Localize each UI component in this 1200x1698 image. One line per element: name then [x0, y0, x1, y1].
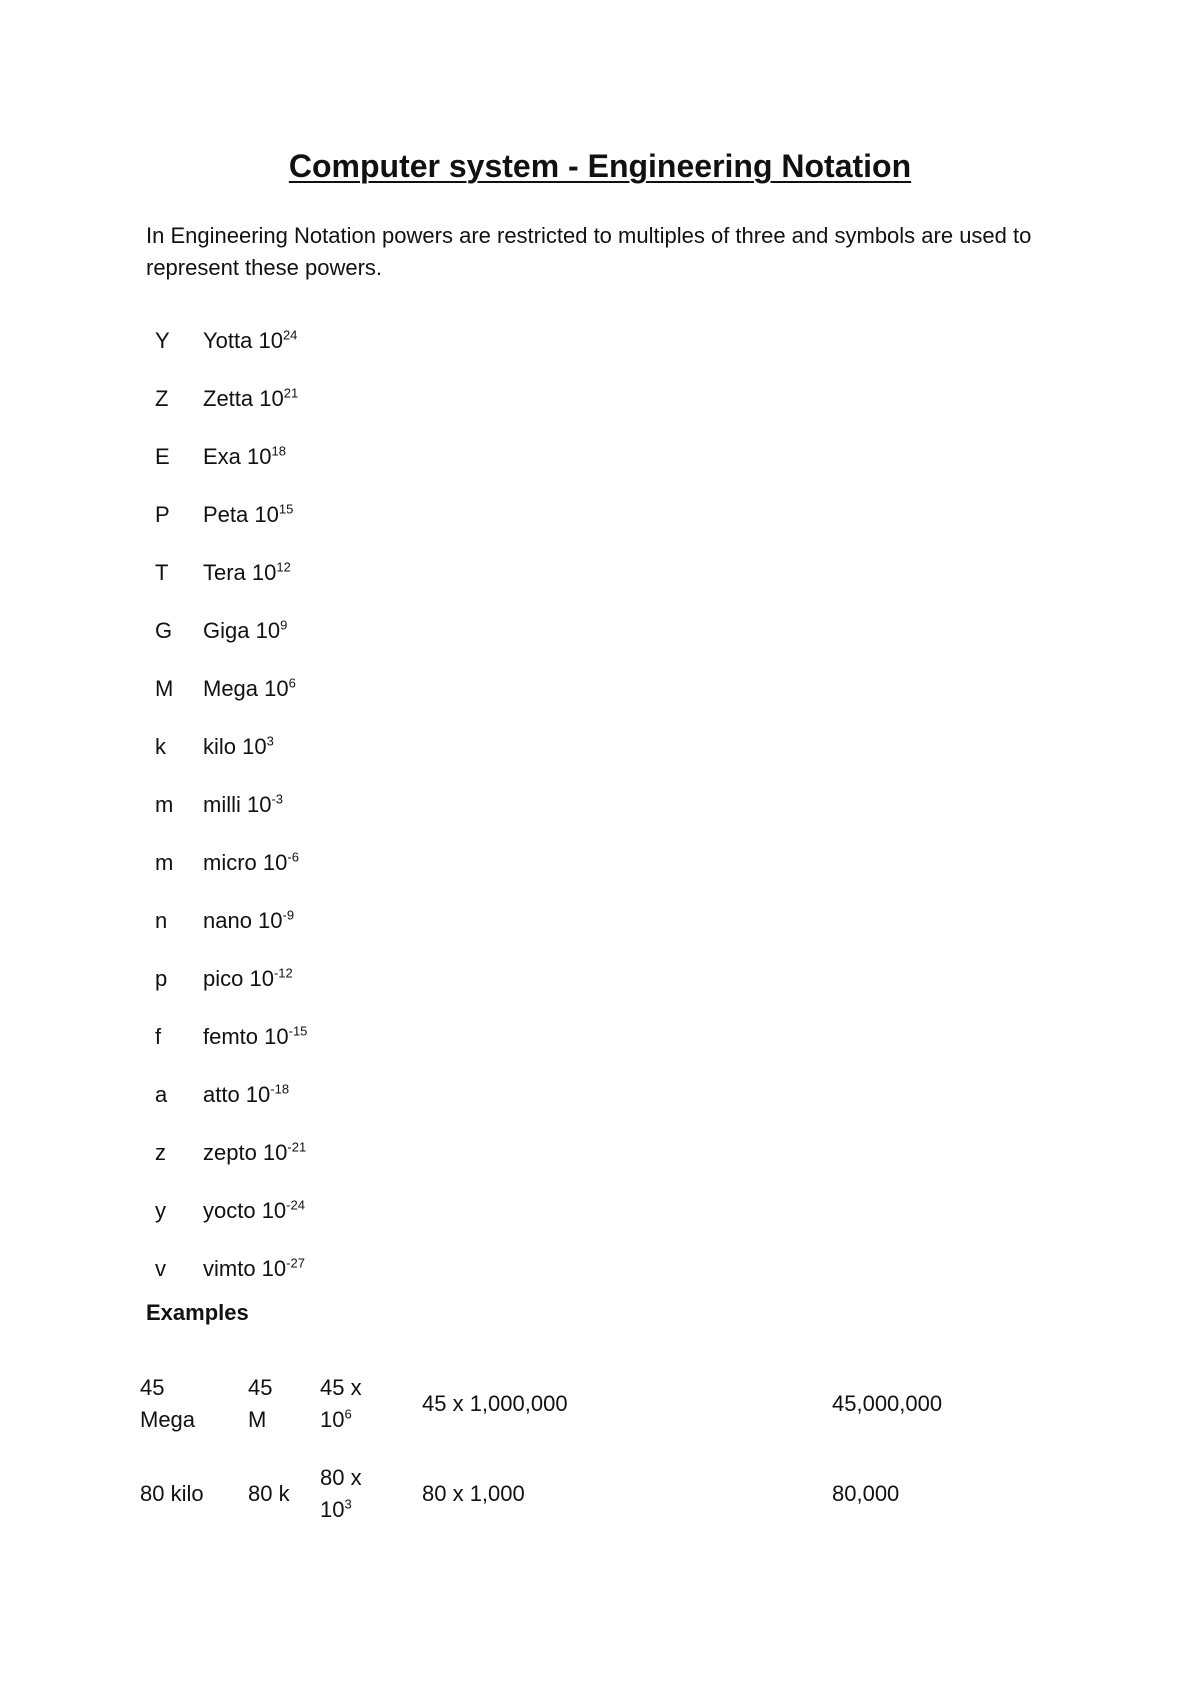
prefix-symbol: m	[155, 850, 174, 875]
prefix-name-text: femto 10	[203, 1024, 289, 1049]
example-prefix-name: 80 kilo	[140, 1481, 204, 1506]
intro-paragraph: In Engineering Notation powers are restricted to multiples of three and symbols are used to represent these powers.	[146, 223, 1032, 280]
example-power-exponent: 3	[344, 1496, 352, 1512]
prefix-exponent: 15	[278, 501, 294, 517]
prefix-name	[203, 498, 293, 532]
prefix-name	[203, 1194, 305, 1228]
example-prefix-name	[140, 1372, 240, 1436]
prefix-symbol: T	[155, 560, 169, 585]
example-result: 45,000,000	[832, 1391, 943, 1416]
prefix-exponent: -3	[271, 791, 284, 807]
prefix-symbol: a	[155, 1082, 168, 1107]
prefix-name-text: Exa 10	[203, 444, 272, 469]
prefix-name-text: micro 10	[203, 850, 288, 875]
prefix-exponent: -24	[286, 1197, 305, 1213]
example-prefix-symbol	[248, 1372, 318, 1436]
prefix-name-text: Zetta 10	[203, 386, 284, 411]
prefix-symbol: Y	[155, 328, 170, 353]
prefix-symbol: z	[155, 1140, 166, 1165]
prefix-name	[203, 962, 293, 996]
example-power-form	[320, 1372, 410, 1436]
prefix-name	[203, 1020, 307, 1054]
prefix-symbol: E	[155, 444, 170, 469]
example-result: 80,000	[832, 1481, 900, 1506]
prefix-symbol: P	[155, 502, 170, 527]
prefix-name	[203, 324, 297, 358]
prefix-name	[203, 846, 299, 880]
prefix-name-text: vimto 10	[203, 1256, 287, 1281]
example-multiplication: 80 x 1,000	[422, 1481, 525, 1506]
prefix-symbol: M	[155, 676, 174, 701]
prefix-name-text: Mega 10	[203, 676, 289, 701]
example-power-exponent: 6	[344, 1406, 352, 1422]
example-power-base: 10	[320, 1497, 345, 1522]
example-prefix-symbol-line2: M	[248, 1407, 267, 1432]
example-prefix-name-line1: 45	[140, 1375, 165, 1400]
example-prefix-symbol: 80 k	[248, 1481, 290, 1506]
prefix-name	[203, 440, 286, 474]
prefix-exponent: 3	[266, 733, 274, 749]
example-row	[140, 1372, 1040, 1438]
prefix-exponent: 18	[271, 443, 286, 459]
example-prefix-symbol-line1: 45	[248, 1375, 273, 1400]
example-power-line2	[320, 1494, 410, 1526]
prefix-symbol: G	[155, 618, 173, 643]
example-power-form	[320, 1462, 410, 1526]
prefix-name	[203, 788, 283, 822]
prefix-name-text: atto 10	[203, 1082, 271, 1107]
prefix-symbol: Z	[155, 386, 169, 411]
prefix-name	[203, 614, 287, 648]
prefix-exponent: -21	[287, 1139, 307, 1155]
prefix-name	[203, 904, 294, 938]
prefix-symbol: p	[155, 966, 168, 991]
prefix-name-text: Tera 10	[203, 560, 277, 585]
example-power-line2	[320, 1404, 410, 1436]
prefix-name	[203, 382, 298, 416]
prefix-name	[203, 730, 274, 764]
prefix-name	[203, 672, 296, 706]
prefix-name-text: yocto 10	[203, 1198, 287, 1223]
prefix-symbol: y	[155, 1198, 166, 1223]
prefix-name	[203, 1252, 305, 1286]
example-multiplication: 45 x 1,000,000	[422, 1391, 568, 1416]
example-power-base: 10	[320, 1407, 345, 1432]
prefix-exponent: 6	[288, 675, 296, 691]
example-power-line1: 80 x	[320, 1465, 362, 1490]
prefix-exponent: 12	[276, 559, 291, 575]
prefix-name-text: kilo 10	[203, 734, 267, 759]
prefix-symbol: f	[155, 1024, 162, 1049]
prefix-name-text: Giga 10	[203, 618, 281, 643]
examples-heading: Examples	[146, 1300, 249, 1325]
prefix-name-text: pico 10	[203, 966, 274, 991]
prefix-exponent: -6	[287, 849, 299, 865]
prefix-exponent: -15	[288, 1023, 308, 1039]
prefix-symbol: m	[155, 792, 174, 817]
prefix-symbol: v	[155, 1256, 166, 1281]
prefix-symbol: n	[155, 908, 168, 933]
prefix-name-text: milli 10	[203, 792, 272, 817]
page-title: Computer system - Engineering Notation	[288, 148, 912, 184]
example-prefix-name-line2: Mega	[140, 1407, 196, 1432]
prefix-name	[203, 1136, 306, 1170]
prefix-exponent: -27	[286, 1255, 305, 1271]
prefix-name	[203, 1078, 289, 1112]
prefix-exponent: 24	[282, 327, 298, 343]
prefix-name-text: Peta 10	[203, 502, 279, 527]
prefix-exponent: -18	[270, 1081, 290, 1097]
prefix-exponent: 9	[280, 617, 288, 633]
example-power-line1: 45 x	[320, 1375, 362, 1400]
prefix-exponent: -9	[282, 907, 295, 923]
prefix-name-text: zepto 10	[203, 1140, 288, 1165]
prefix-exponent: 21	[283, 385, 299, 401]
prefix-symbol: k	[155, 734, 166, 759]
prefix-name-text: nano 10	[203, 908, 283, 933]
prefix-name-text: Yotta 10	[203, 328, 283, 353]
prefix-name	[203, 556, 291, 590]
example-row	[140, 1462, 1040, 1528]
prefix-exponent: -12	[273, 965, 293, 981]
